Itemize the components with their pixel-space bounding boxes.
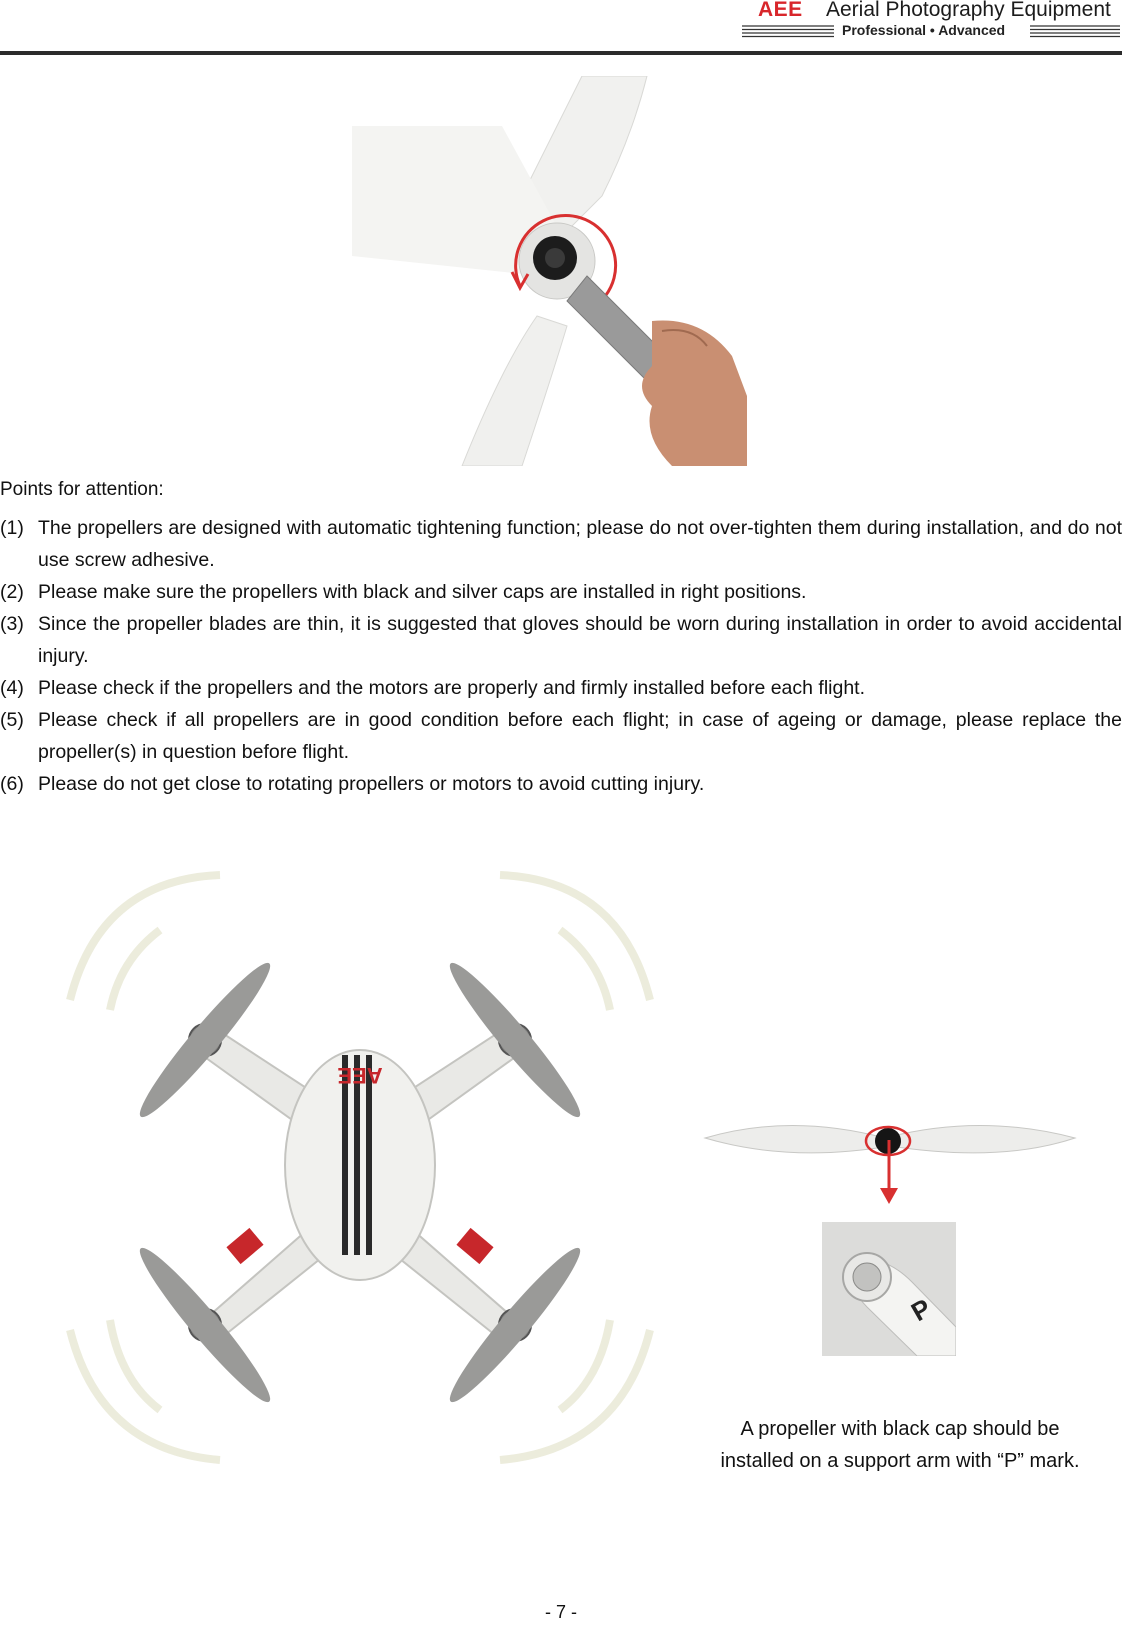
list-item-number: (4) bbox=[0, 677, 24, 699]
brand-logo-text: AEE bbox=[758, 0, 803, 21]
support-arm-p-mark-photo bbox=[822, 1222, 956, 1356]
page-number: - 7 - bbox=[544, 1602, 577, 1622]
list-item-number: (3) bbox=[0, 613, 24, 635]
list-item bbox=[0, 768, 1122, 800]
drone-body-logo: AEE bbox=[337, 1063, 383, 1088]
list-item bbox=[0, 512, 1122, 576]
header-decor-lines-left bbox=[742, 24, 834, 38]
list-item-text: The propellers are designed with automatic tightening function; please do not over-tighten them during installation, and do not use screw adhesive. bbox=[38, 517, 1122, 571]
arrow-down-icon bbox=[877, 1140, 901, 1206]
attention-heading: Points for attention: bbox=[0, 479, 164, 500]
list-item-text: Please make sure the propellers with black and silver caps are installed in right positions. bbox=[38, 581, 807, 603]
drone-top-view-illustration bbox=[60, 870, 660, 1470]
header-decor-lines-right bbox=[1030, 24, 1120, 38]
list-item bbox=[0, 672, 1122, 704]
list-item-number: (2) bbox=[0, 581, 24, 603]
list-item-text: Please check if the propellers and the motors are properly and firmly installed before each flight. bbox=[38, 677, 866, 699]
list-item bbox=[0, 704, 1122, 768]
list-item-number: (5) bbox=[0, 709, 24, 731]
header-title: Aerial Photography Equipment bbox=[826, 0, 1111, 21]
caption-line-2: installed on a support arm with “P” mark. bbox=[720, 1450, 1080, 1472]
list-item-number: (6) bbox=[0, 773, 24, 795]
header-subtitle: Professional • Advanced bbox=[842, 22, 1006, 38]
list-item-text: Since the propeller blades are thin, it is suggested that gloves should be worn during installation in order to avoid accidental injury. bbox=[38, 613, 1122, 667]
list-item bbox=[0, 608, 1122, 672]
list-item-text: Please do not get close to rotating propellers or motors to avoid cutting injury. bbox=[38, 773, 705, 795]
list-item bbox=[0, 576, 1122, 608]
propeller-install-photo bbox=[352, 76, 747, 466]
diagram-caption bbox=[690, 1413, 1110, 1477]
attention-list bbox=[0, 512, 1122, 800]
list-item-text: Please check if all propellers are in good condition before each flight; in case of ageing or damage, please replace the propeller(s) in question before flight. bbox=[38, 709, 1122, 763]
list-item-number: (1) bbox=[0, 517, 24, 539]
header-rule bbox=[0, 51, 1122, 55]
arm-p-mark: P bbox=[906, 1292, 937, 1328]
caption-line-1: A propeller with black cap should be bbox=[740, 1418, 1060, 1440]
